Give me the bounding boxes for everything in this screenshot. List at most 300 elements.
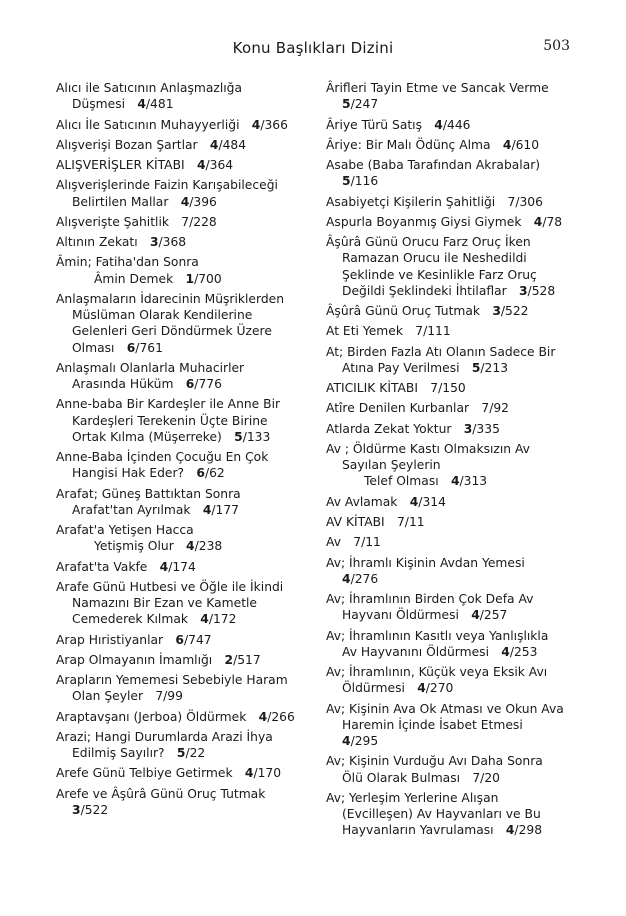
- entry-reference: [181, 195, 217, 209]
- index-entry: [326, 400, 576, 416]
- page-reference: /522: [80, 802, 109, 817]
- entry-text: Arap Olmayanın İmamlığı: [56, 652, 213, 667]
- volume-number: 4: [251, 117, 261, 132]
- index-entry: [326, 494, 576, 510]
- entry-line: [56, 486, 304, 502]
- index-entry: [56, 632, 304, 648]
- index-column-left: [56, 80, 304, 822]
- page-reference: /298: [514, 823, 543, 838]
- entry-line: [56, 360, 304, 376]
- entry-text: Araptavşanı (Jerboa) Öldürmek: [56, 709, 247, 724]
- index-entry: [56, 254, 304, 286]
- entry-line: [326, 214, 576, 230]
- entry-text: Av; İhramlının Birden Çok Defa Av: [326, 592, 534, 607]
- volume-number: 7: [396, 515, 405, 530]
- entry-reference: [342, 572, 378, 586]
- volume-number: 5: [342, 174, 351, 189]
- entry-line: [56, 117, 304, 133]
- entry-text: Alıcı İle Satıcının Muhayyerliği: [56, 117, 240, 132]
- volume-number: 4: [409, 494, 419, 509]
- entry-text: Olan Şeyler: [72, 689, 144, 704]
- entry-text: Av; Kişinin Ava Ok Atması ve Okun Ava: [326, 701, 564, 716]
- entry-reference: [234, 430, 270, 444]
- entry-line: [326, 591, 576, 607]
- entry-line: [326, 157, 576, 173]
- entry-reference: [506, 823, 542, 837]
- entry-line: [326, 680, 576, 696]
- volume-number: 2: [224, 652, 234, 667]
- page-reference: /92: [489, 401, 509, 416]
- page-reference: /484: [218, 137, 247, 152]
- entry-text: Âriye Türü Satış: [326, 117, 422, 132]
- entry-text: Av; Yerleşim Yerlerine Alışan: [326, 790, 499, 805]
- page-reference: /776: [194, 377, 222, 392]
- entry-reference: [245, 766, 281, 780]
- entry-reference: [430, 381, 465, 395]
- entry-line: [56, 214, 304, 230]
- entry-line: [326, 790, 576, 806]
- volume-number: 3: [518, 283, 528, 298]
- entry-reference: [492, 304, 528, 318]
- entry-line: [326, 234, 576, 250]
- entry-line: [326, 822, 576, 838]
- page-reference: /517: [233, 652, 261, 667]
- index-entry: [326, 344, 576, 376]
- index-entry: [326, 234, 576, 299]
- entry-line: [56, 502, 304, 518]
- entry-text: (Evcilleşen) Av Hayvanları ve Bu: [342, 807, 541, 822]
- page-reference: /522: [500, 304, 529, 319]
- entry-reference: [342, 97, 378, 111]
- index-entry: [326, 194, 576, 210]
- entry-reference: [481, 401, 509, 415]
- entry-text: Arafat'a Yetişen Hacca: [56, 523, 194, 538]
- entry-text: Arefe ve Âşûrâ Günü Oruç Tutmak: [56, 786, 266, 801]
- volume-number: 4: [533, 214, 543, 229]
- index-entry: [56, 80, 304, 112]
- index-entry: [56, 579, 304, 628]
- entry-line: [326, 380, 576, 396]
- entry-line: [56, 709, 304, 725]
- entry-line: [326, 555, 576, 571]
- entry-reference: [72, 803, 108, 817]
- entry-reference: [471, 608, 507, 622]
- volume-number: 7: [353, 535, 362, 550]
- entry-reference: [410, 495, 446, 509]
- page-reference: /62: [204, 466, 225, 481]
- entry-line: [326, 473, 576, 489]
- entry-text: Ölü Olarak Bulması: [342, 770, 461, 785]
- page-reference: /22: [185, 746, 206, 761]
- volume-number: 4: [502, 137, 512, 152]
- page-reference: /368: [158, 235, 187, 250]
- entry-text: Müslüman Olarak Kendilerine: [72, 308, 253, 323]
- entry-reference: [464, 422, 500, 436]
- entry-text: Av ; Öldürme Kastı Olmaksızın Av: [326, 442, 530, 457]
- entry-line: [326, 701, 576, 717]
- page-reference: /172: [208, 612, 237, 627]
- entry-line: [56, 672, 304, 688]
- entry-text: Arap Hıristiyanlar: [56, 632, 164, 647]
- index-entry: [326, 117, 576, 133]
- index-entry: [326, 214, 576, 230]
- entry-line: [326, 137, 576, 153]
- entry-text: Ârifleri Tayin Etme ve Sancak Verme: [326, 81, 549, 95]
- page-reference: /481: [145, 97, 174, 112]
- page-reference: /276: [350, 571, 379, 586]
- entry-reference: [451, 474, 487, 488]
- page-reference: /700: [194, 271, 222, 286]
- volume-number: 1: [185, 271, 195, 286]
- entry-reference: [127, 341, 163, 355]
- entry-text: Âmin Demek: [94, 271, 174, 286]
- index-entry: [56, 396, 304, 445]
- page-reference: /528: [527, 283, 556, 298]
- entry-text: ALIŞVERİŞLER KİTABI: [56, 158, 185, 173]
- volume-number: 6: [126, 340, 136, 355]
- entry-line: [326, 400, 576, 416]
- index-entry: [326, 591, 576, 623]
- index-entry: [326, 421, 576, 437]
- entry-text: Anlaşmaların İdarecinin Müşriklerden: [56, 291, 285, 306]
- entry-line: [56, 449, 304, 465]
- entry-line: [56, 559, 304, 575]
- entry-line: [326, 457, 576, 473]
- page-reference: /747: [183, 632, 212, 647]
- page-reference: /111: [423, 324, 451, 339]
- index-entry: [56, 652, 304, 668]
- page-number: 503: [543, 38, 570, 54]
- entry-line: [326, 194, 576, 210]
- entry-line: [56, 194, 304, 210]
- page-reference: /133: [242, 429, 271, 444]
- page-reference: /174: [168, 559, 196, 574]
- page-title: Konu Başlıkları Dizini: [232, 39, 394, 57]
- entry-reference: [155, 689, 183, 703]
- entry-line: [56, 522, 304, 538]
- entry-text: Av; İhramlının, Küçük veya Eksik Avı: [326, 665, 548, 680]
- entry-line: [56, 376, 304, 392]
- entry-text: Av; İhramlının Kasıtlı veya Yanlışlıkla: [326, 628, 549, 643]
- entry-line: [56, 652, 304, 668]
- entry-reference: [472, 771, 500, 785]
- index-entry: [326, 80, 576, 112]
- entry-text: Arafat; Güneş Battıktan Sonra: [56, 486, 241, 501]
- entry-reference: [160, 560, 196, 574]
- entry-line: [56, 538, 304, 554]
- entry-line: [56, 80, 304, 96]
- page-reference: /257: [479, 608, 508, 623]
- volume-number: 5: [342, 97, 351, 112]
- entry-line: [326, 344, 576, 360]
- page-reference: /610: [511, 137, 540, 152]
- entry-text: Av: [326, 535, 341, 550]
- entry-text: Edilmiş Sayılır?: [72, 746, 165, 761]
- entry-line: [56, 465, 304, 481]
- index-entry: [56, 559, 304, 575]
- page-reference: /78: [542, 214, 563, 229]
- entry-text: Arapların Yememesi Sebebiyle Haram: [56, 673, 288, 688]
- entry-line: [56, 396, 304, 412]
- index-entry: [56, 157, 304, 173]
- index-entry: [326, 303, 576, 319]
- entry-reference: [397, 515, 425, 529]
- index-entry: [56, 672, 304, 704]
- entry-line: [326, 441, 576, 457]
- entry-line: [326, 571, 576, 587]
- entry-text: Arasında Hüküm: [72, 377, 174, 392]
- entry-reference: [200, 612, 236, 626]
- entry-reference: [197, 158, 233, 172]
- entry-line: [326, 753, 576, 769]
- page-reference: /266: [267, 709, 295, 724]
- volume-number: 4: [434, 117, 443, 132]
- volume-number: 4: [505, 823, 515, 838]
- volume-number: 4: [180, 194, 190, 209]
- entry-line: [56, 254, 304, 270]
- entry-text: Alışverişlerinde Faizin Karışabileceği: [56, 178, 278, 193]
- volume-number: 4: [209, 137, 219, 152]
- entry-text: Telef Olması: [364, 474, 439, 489]
- entry-line: [326, 733, 576, 749]
- entry-line: [326, 283, 576, 299]
- entry-text: Sayılan Şeylerin: [342, 458, 441, 473]
- entry-reference: [137, 97, 173, 111]
- entry-text: Ortak Kılma (Müşerreke): [72, 429, 222, 444]
- page-reference: /116: [350, 174, 379, 189]
- page-reference: /11: [404, 515, 425, 530]
- entry-line: [56, 96, 304, 112]
- entry-text: AV KİTABI: [326, 515, 385, 530]
- entry-text: Olması: [72, 340, 115, 355]
- entry-reference: [203, 503, 239, 517]
- entry-reference: [342, 174, 378, 188]
- volume-number: 3: [72, 802, 81, 817]
- page-reference: /335: [472, 421, 500, 436]
- entry-reference: [353, 535, 381, 549]
- entry-text: Av Avlamak: [326, 494, 398, 509]
- entry-text: Av; İhramlı Kişinin Avdan Yemesi: [326, 555, 525, 570]
- entry-text: Namazını Bir Ezan ve Kametle: [72, 596, 257, 611]
- page-reference: /20: [480, 770, 500, 785]
- page-reference: /253: [509, 644, 538, 659]
- index-entry: [326, 701, 576, 750]
- index-entry: [56, 765, 304, 781]
- page-reference: /238: [194, 539, 223, 554]
- entry-text: Haremin İçinde İsabet Etmesi: [342, 717, 523, 732]
- index-entry: [56, 137, 304, 153]
- entry-line: [56, 323, 304, 339]
- entry-text: Öldürmesi: [342, 681, 405, 696]
- page-reference: /396: [189, 194, 217, 209]
- entry-text: Cemederek Kılmak: [72, 612, 188, 627]
- entry-text: At; Birden Fazla Atı Olanın Sadece Bir: [326, 344, 556, 359]
- page-reference: /213: [480, 360, 509, 375]
- entry-reference: [342, 734, 378, 748]
- volume-number: 4: [137, 97, 146, 112]
- entry-text: At Eti Yemek: [326, 324, 403, 339]
- index-entry: [56, 291, 304, 356]
- entry-line: [56, 234, 304, 250]
- page-reference: /170: [253, 766, 282, 781]
- entry-reference: [186, 377, 222, 391]
- index-entry: [326, 555, 576, 587]
- page-reference: /364: [205, 158, 234, 173]
- entry-text: Asabiyetçi Kişilerin Şahitliği: [326, 194, 496, 209]
- entry-reference: [150, 235, 186, 249]
- index-entry: [326, 753, 576, 785]
- entry-text: Alışverişi Bozan Şartlar: [56, 137, 198, 152]
- entry-text: Âşûrâ Günü Orucu Farz Oruç İken: [326, 235, 531, 250]
- entry-line: [56, 802, 304, 818]
- entry-line: [56, 579, 304, 595]
- volume-number: 4: [417, 681, 426, 696]
- entry-reference: [434, 118, 470, 132]
- volume-number: 5: [234, 429, 243, 444]
- entry-line: [56, 271, 304, 287]
- entry-text: Anlaşmalı Olanlarla Muhacirler: [56, 360, 245, 375]
- entry-text: Kardeşleri Terekenin Üçte Birine: [72, 413, 268, 428]
- page-reference: /446: [442, 117, 471, 132]
- entry-reference: [503, 138, 539, 152]
- index-entry: [56, 522, 304, 554]
- volume-number: 7: [481, 401, 490, 416]
- volume-number: 3: [149, 235, 159, 250]
- entry-line: [56, 729, 304, 745]
- index-entry: [56, 486, 304, 518]
- entry-reference: [252, 118, 288, 132]
- volume-number: 4: [471, 608, 480, 623]
- volume-number: 7: [155, 689, 164, 704]
- entry-line: [56, 632, 304, 648]
- volume-number: 7: [430, 381, 439, 396]
- volume-number: 4: [258, 709, 268, 724]
- volume-number: 7: [415, 324, 424, 339]
- entry-line: [326, 514, 576, 530]
- page-reference: /99: [163, 689, 183, 704]
- entry-line: [326, 117, 576, 133]
- entry-line: [326, 664, 576, 680]
- volume-number: 6: [196, 466, 205, 481]
- entry-text: Arafat'ta Vakfe: [56, 559, 148, 574]
- volume-number: 4: [450, 474, 460, 489]
- entry-text: Altının Zekatı: [56, 235, 138, 250]
- entry-line: [326, 80, 576, 96]
- entry-text: Belirtilen Mallar: [72, 194, 169, 209]
- entry-text: Alışverişte Şahitlik: [56, 214, 169, 229]
- page-reference: /177: [211, 502, 239, 517]
- volume-number: 3: [463, 421, 473, 436]
- entry-text: Arefe Günü Telbiye Getirmek: [56, 766, 233, 781]
- entry-line: [56, 137, 304, 153]
- entry-line: [326, 360, 576, 376]
- volume-number: 6: [175, 632, 184, 647]
- entry-line: [56, 595, 304, 611]
- index-entry: [326, 137, 576, 153]
- entry-text: Âriye: Bir Malı Ödünç Alma: [326, 137, 491, 152]
- entry-text: Değildi Şeklindeki İhtilaflar: [342, 283, 507, 298]
- page-reference: /247: [350, 97, 379, 112]
- entry-line: [326, 644, 576, 660]
- entry-text: Düşmesi: [72, 97, 126, 112]
- entry-line: [56, 765, 304, 781]
- entry-line: [326, 770, 576, 786]
- entry-line: [56, 688, 304, 704]
- volume-number: 7: [507, 194, 516, 209]
- volume-number: 4: [159, 559, 169, 574]
- page-reference: /306: [515, 194, 543, 209]
- entry-reference: [196, 466, 224, 480]
- entry-text: Asabe (Baba Tarafından Akrabalar): [326, 158, 541, 173]
- entry-reference: [259, 710, 295, 724]
- entry-text: Hayvanı Öldürmesi: [342, 608, 459, 623]
- entry-line: [56, 611, 304, 627]
- volume-number: 5: [176, 746, 186, 761]
- index-entry: [326, 628, 576, 660]
- entry-line: [56, 786, 304, 802]
- volume-number: 3: [492, 304, 501, 319]
- entry-reference: [177, 746, 205, 760]
- volume-number: 4: [200, 612, 209, 627]
- entry-reference: [472, 361, 508, 375]
- entry-line: [326, 323, 576, 339]
- entry-line: [326, 303, 576, 319]
- entry-text: Yetişmiş Olur: [94, 539, 174, 554]
- index-entry: [326, 790, 576, 839]
- entry-line: [326, 494, 576, 510]
- entry-line: [326, 173, 576, 189]
- index-entry: [56, 234, 304, 250]
- volume-number: 5: [471, 360, 481, 375]
- entry-reference: [225, 653, 261, 667]
- index-entry: [326, 157, 576, 189]
- entry-text: Aspurla Boyanmış Giysi Giymek: [326, 214, 522, 229]
- entry-reference: [501, 645, 537, 659]
- entry-reference: [415, 324, 450, 338]
- entry-line: [56, 291, 304, 307]
- index-entry: [56, 449, 304, 481]
- volume-number: 4: [342, 734, 351, 749]
- index-entry: [326, 441, 576, 490]
- index-entry: [326, 323, 576, 339]
- entry-reference: [181, 215, 216, 229]
- entry-text: Av; Kişinin Vurduğu Avı Daha Sonra: [326, 754, 543, 769]
- index-entry: [326, 534, 576, 550]
- entry-line: [326, 717, 576, 733]
- entry-reference: [186, 272, 222, 286]
- entry-text: Hangisi Hak Eder?: [72, 466, 185, 481]
- entry-text: Anne-baba Bir Kardeşler ile Anne Bir: [56, 397, 281, 412]
- volume-number: 4: [342, 571, 351, 586]
- index-entry: [326, 380, 576, 396]
- entry-line: [56, 177, 304, 193]
- entry-line: [326, 250, 576, 266]
- index-entry: [326, 514, 576, 530]
- entry-text: Atlarda Zekat Yoktur: [326, 421, 452, 436]
- entry-reference: [175, 633, 211, 647]
- index-entry: [56, 360, 304, 392]
- entry-text: ATICILIK KİTABI: [326, 381, 418, 396]
- volume-number: 4: [244, 766, 254, 781]
- index-entry: [56, 709, 304, 725]
- index-entry: [326, 664, 576, 696]
- page-reference: /270: [425, 681, 454, 696]
- index-column-right: [326, 80, 576, 843]
- volume-number: 4: [186, 539, 195, 554]
- entry-text: Âşûrâ Günü Oruç Tutmak: [326, 304, 481, 319]
- entry-text: Anne-Baba İçinden Çocuğu En Çok: [56, 450, 269, 465]
- entry-line: [326, 96, 576, 112]
